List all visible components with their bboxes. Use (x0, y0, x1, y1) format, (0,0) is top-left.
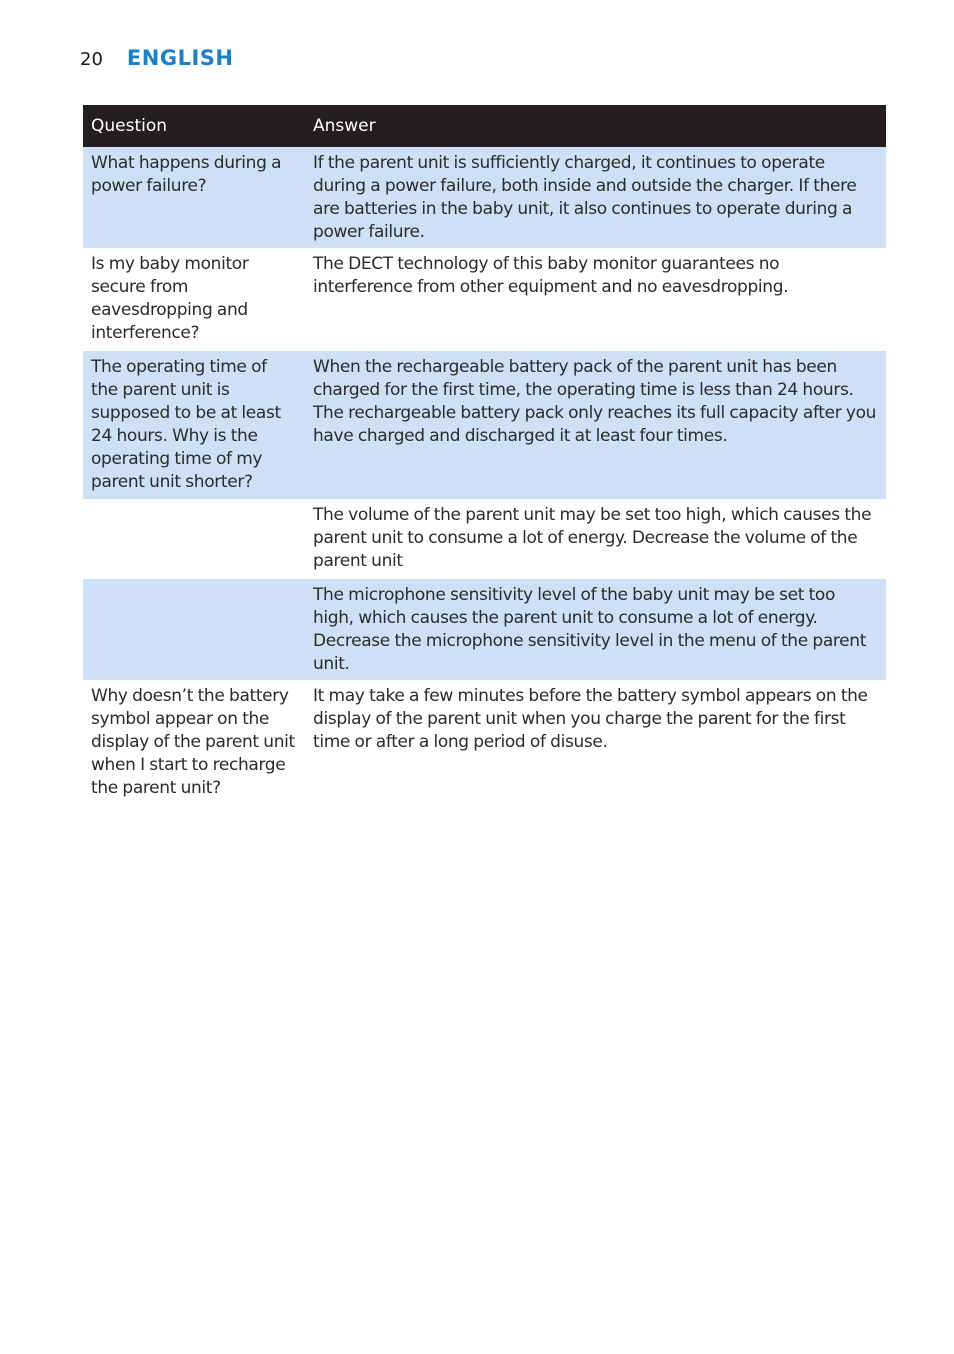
column-header-answer: Answer (305, 105, 886, 147)
page-header (80, 46, 233, 70)
question-cell: Why doesn’t the battery symbol appear on the display of the parent unit when I start to recharge the parent unit? (83, 680, 305, 804)
answer-cell: When the rechargeable battery pack of the parent unit has been charged for the first time, the operating time is less than 24 hours. The rechargeable battery pack only reaches its full capacity after you have charged and discharged it at least four times. (305, 351, 886, 499)
question-cell: What happens during a power failure? (83, 147, 305, 248)
faq-table (83, 105, 886, 804)
page-number: 20 (80, 49, 103, 70)
table-row (83, 351, 886, 499)
answer-cell: If the parent unit is sufficiently charged, it continues to operate during a power failure, both inside and outside the charger. If there are batteries in the baby unit, it also continues to operate during a power failure. (305, 147, 886, 248)
answer-cell: The DECT technology of this baby monitor guarantees no interference from other equipment and no eavesdropping. (305, 248, 886, 351)
answer-cell: The volume of the parent unit may be set too high, which causes the parent unit to consume a lot of energy. Decrease the volume of the parent unit (305, 499, 886, 579)
question-cell (83, 579, 305, 680)
question-cell: The operating time of the parent unit is supposed to be at least 24 hours. Why is the operating time of my parent unit shorter? (83, 351, 305, 499)
table-body (83, 147, 886, 804)
table-row (83, 499, 886, 579)
section-title: ENGLISH (126, 46, 234, 70)
table-row (83, 579, 886, 680)
table-row (83, 248, 886, 351)
table-row (83, 147, 886, 248)
question-cell: Is my baby monitor secure from eavesdropping and interference? (83, 248, 305, 351)
answer-cell: The microphone sensitivity level of the baby unit may be set too high, which causes the parent unit to consume a lot of energy. Decrease the microphone sensitivity level in the menu of the parent unit. (305, 579, 886, 680)
table-header (83, 105, 886, 147)
table-row (83, 680, 886, 804)
header-row (83, 105, 886, 147)
question-cell (83, 499, 305, 579)
column-header-question: Question (83, 105, 305, 147)
answer-cell: It may take a few minutes before the battery symbol appears on the display of the parent unit when you charge the parent for the first time or after a long period of disuse. (305, 680, 886, 804)
